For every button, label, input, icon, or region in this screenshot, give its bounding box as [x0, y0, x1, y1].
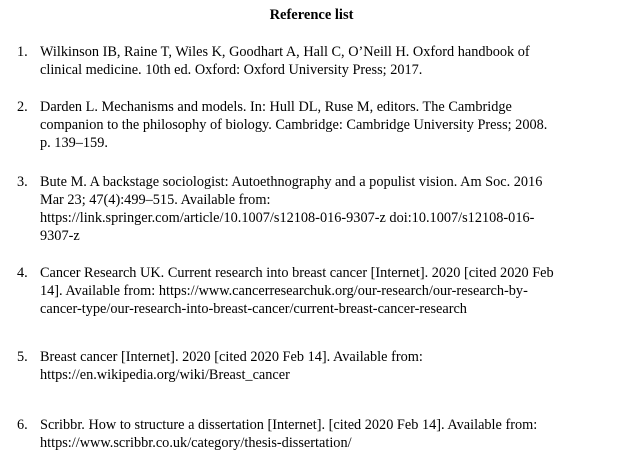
reference-number: 6. — [17, 417, 28, 433]
reference-number: 4. — [17, 265, 28, 281]
reference-item-3 — [17, 173, 607, 245]
reference-item-1 — [17, 43, 607, 79]
reference-number: 1. — [17, 44, 28, 60]
reference-text: Wilkinson IB, Raine T, Wiles K, Goodhart A, Hall C, O’Neill H. Oxford handbook of clinical medicine. 10th ed. Oxford: Oxford University Press; 2017. — [40, 44, 530, 78]
reference-number: 5. — [17, 349, 28, 365]
reference-text: Scribbr. How to structure a dissertation [Internet]. [cited 2020 Feb 14]. Available from: https://www.scribbr.co.uk/category/thesis-dissertation/ — [40, 417, 538, 451]
reference-item-5 — [17, 348, 607, 384]
reference-text: Bute M. A backstage sociologist: Autoethnography and a populist vision. Am Soc. 2016 Mar 23; 47(4):499–515. Available from: https://link.springer.com/article/10.1007/s12108-016-9307-z doi:10.1007/s12108-016- 9307-z — [40, 174, 543, 244]
reference-item-2 — [17, 98, 607, 152]
reference-text: Darden L. Mechanisms and models. In: Hull DL, Ruse M, editors. The Cambridge companion to the philosophy of biology. Cambridge: Cambridge University Press; 2008. p. 139–159. — [40, 99, 548, 151]
reference-text: Breast cancer [Internet]. 2020 [cited 2020 Feb 14]. Available from: https://en.wikipedia.org/wiki/Breast_cancer — [40, 349, 423, 383]
page-title: Reference list — [269, 7, 354, 23]
reference-item-4 — [17, 264, 607, 318]
reference-item-6 — [17, 416, 607, 452]
reference-text: Cancer Research UK. Current research into breast cancer [Internet]. 2020 [cited 2020 Feb 14]. Available from: https://www.cancerresearchuk.org/our-research/our-research-by- cancer-type/our-research-into-breast-cancer/current-breast-cancer-research — [40, 265, 554, 317]
reference-number: 3. — [17, 174, 28, 190]
reference-number: 2. — [17, 99, 28, 115]
